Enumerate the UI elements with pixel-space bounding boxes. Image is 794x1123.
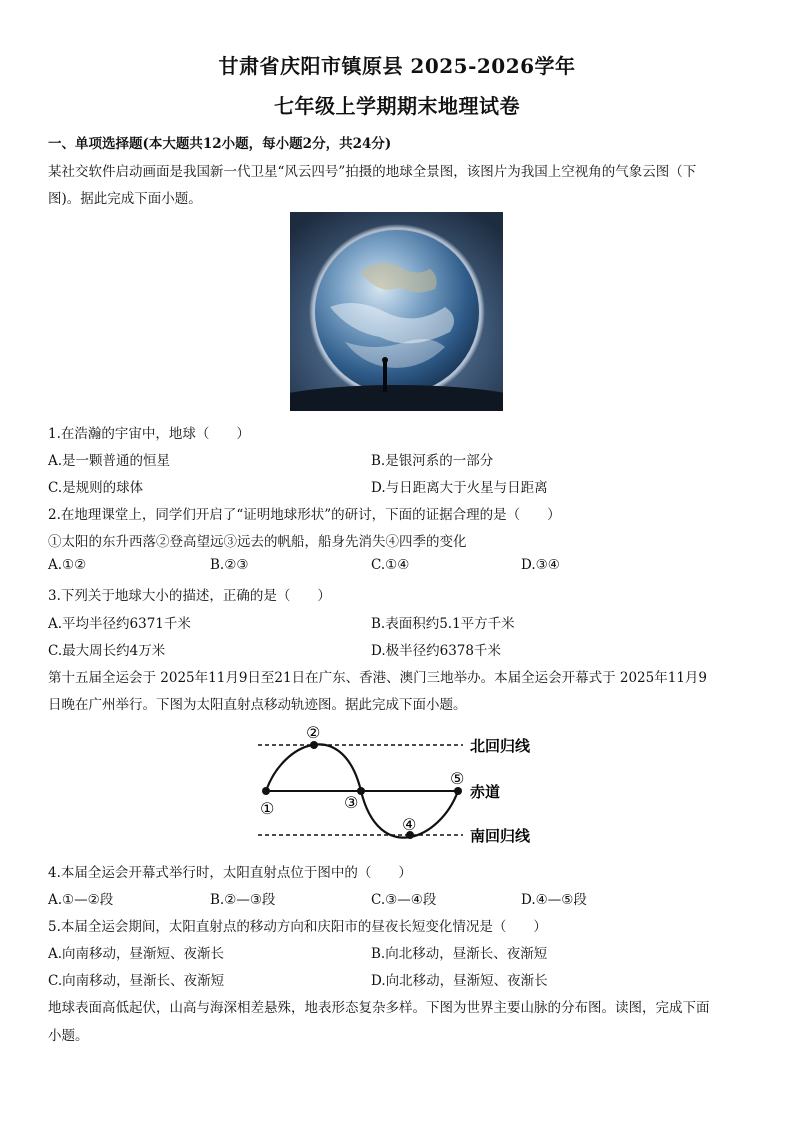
q3-option-d[interactable]: D.极半径约6378千米 <box>371 643 501 659</box>
question-5-stem: 5.本届全运会期间，太阳直射点的移动方向和庆阳市的昼夜长短变化情况是（ ） <box>48 919 547 935</box>
point-1-label: ① <box>260 799 275 818</box>
point-3-label: ③ <box>344 793 359 812</box>
question-2-evidence: ①太阳的东升西落②登高望远③远去的帆船，船身先消失④四季的变化 <box>48 534 467 550</box>
intro3-line2: 小题。 <box>48 1028 89 1044</box>
equator-label: 赤道 <box>470 783 501 801</box>
question-4-stem: 4.本届全运会开幕式举行时，太阳直射点位于图中的（ ） <box>48 865 412 881</box>
point-5-label: ⑤ <box>450 769 465 788</box>
q4-option-c[interactable]: C.③—④段 <box>371 892 437 908</box>
q1-option-b[interactable]: B.是银河系的一部分 <box>371 453 494 469</box>
q2-option-a[interactable]: A.①② <box>48 557 87 573</box>
q1-option-c[interactable]: C.是规则的球体 <box>48 480 144 496</box>
q2-option-c[interactable]: C.①④ <box>371 557 410 573</box>
section-heading: 一、单项选择题(本大题共12小题，每小题2分，共24分) <box>48 136 392 152</box>
q5-option-d[interactable]: D.向北移动，昼渐短、夜渐长 <box>371 973 548 989</box>
intro2-line1: 第十五届全运会于 2025年11月9日至21日在广东、香港、澳门三地举办。本届全运会开幕式于 2025年11月9 <box>48 670 708 686</box>
q3-option-b[interactable]: B.表面积约5.1平方千米 <box>371 616 515 632</box>
q1-option-a[interactable]: A.是一颗普通的恒星 <box>48 453 171 469</box>
point-2-dot <box>310 741 318 749</box>
point-1-dot <box>262 787 270 795</box>
q2-option-d[interactable]: D.③④ <box>521 557 560 573</box>
intro3-line1: 地球表面高低起伏，山高与海深相差悬殊，地表形态复杂多样。下图为世界主要山脉的分布图。读图，完成下面 <box>48 1000 710 1016</box>
intro1-line2: 图)。据此完成下面小题。 <box>48 191 202 207</box>
point-4-label: ④ <box>402 815 417 834</box>
q4-option-d[interactable]: D.④—⑤段 <box>521 892 587 908</box>
question-1-stem: 1.在浩瀚的宇宙中，地球（ ） <box>48 426 250 442</box>
tropic-of-cancer-label: 北回归线 <box>470 737 531 755</box>
point-2-label: ② <box>306 723 321 742</box>
q5-option-b[interactable]: B.向北移动，昼渐长、夜渐短 <box>371 946 548 962</box>
q3-option-c[interactable]: C.最大周长约4万米 <box>48 643 166 659</box>
question-3-stem: 3.下列关于地球大小的描述，正确的是（ ） <box>48 588 331 604</box>
q5-option-a[interactable]: A.向南移动，昼渐短、夜渐长 <box>48 946 225 962</box>
point-5-dot <box>454 787 462 795</box>
tropic-of-capricorn-label: 南回归线 <box>470 827 531 845</box>
exam-title-line1: 甘肃省庆阳市镇原县 2025-2026学年 <box>218 54 576 78</box>
question-2-stem: 2.在地理课堂上，同学们开启了“证明地球形状”的研讨，下面的证据合理的是（ ） <box>48 507 561 523</box>
intro2-line2: 日晚在广州举行。下图为太阳直射点移动轨迹图。据此完成下面小题。 <box>48 697 467 713</box>
earth-panorama-image <box>290 212 503 411</box>
q2-option-b[interactable]: B.②③ <box>210 557 249 573</box>
q4-option-a[interactable]: A.①—②段 <box>48 892 114 908</box>
q4-option-b[interactable]: B.②—③段 <box>210 892 276 908</box>
q5-option-c[interactable]: C.向南移动，昼渐长、夜渐短 <box>48 973 225 989</box>
sun-direct-point-diagram <box>248 722 548 852</box>
q3-option-a[interactable]: A.平均半径约6371千米 <box>48 616 191 632</box>
q1-option-d[interactable]: D.与日距离大于火星与日距离 <box>371 480 548 496</box>
intro1-line1: 某社交软件启动画面是我国新一代卫星“风云四号”拍摄的地球全景图，该图片为我国上空视角的气象云图（下 <box>48 164 697 180</box>
exam-title-line2: 七年级上学期期末地理试卷 <box>274 94 520 118</box>
